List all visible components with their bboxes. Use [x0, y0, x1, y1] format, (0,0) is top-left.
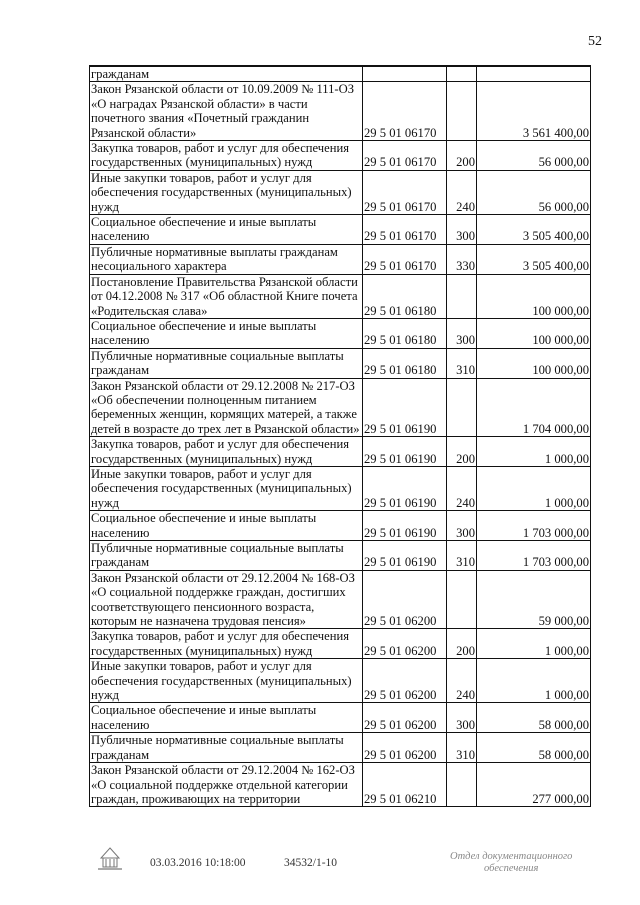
footer-doc-number: 34532/1-10	[284, 857, 338, 869]
row-csr-cell: 29 5 01 06170	[363, 141, 447, 171]
table-row	[90, 215, 591, 245]
row-csr-cell: 29 5 01 06170	[363, 244, 447, 274]
row-amount-cell: 58 000,00	[477, 703, 591, 733]
row-vr-cell: 240	[447, 466, 477, 510]
table-row	[90, 318, 591, 348]
row-csr-cell: 29 5 01 06190	[363, 511, 447, 541]
row-vr-cell	[447, 66, 477, 82]
row-csr-cell: 29 5 01 06200	[363, 629, 447, 659]
row-vr-cell	[447, 274, 477, 318]
row-amount-cell: 100 000,00	[477, 348, 591, 378]
row-vr-cell: 200	[447, 141, 477, 171]
footer-date: 03.03.2016 10:18:00	[150, 857, 246, 869]
table-row	[90, 629, 591, 659]
row-name-cell: Социальное обеспечение и иные выплаты населению	[90, 511, 363, 541]
row-name-cell: Публичные нормативные социальные выплаты гражданам	[90, 541, 363, 571]
row-name-cell: гражданам	[90, 66, 363, 82]
row-vr-cell: 200	[447, 629, 477, 659]
row-name-cell: Иные закупки товаров, работ и услуг для обеспечения государственных (муниципальных) нужд	[90, 466, 363, 510]
table-row	[90, 733, 591, 763]
row-csr-cell: 29 5 01 06190	[363, 437, 447, 467]
table-row	[90, 141, 591, 171]
row-vr-cell: 310	[447, 733, 477, 763]
stamp-line-2: обеспечения	[484, 863, 539, 874]
table-row	[90, 659, 591, 703]
row-csr-cell: 29 5 01 06190	[363, 378, 447, 437]
table-row	[90, 511, 591, 541]
row-csr-cell: 29 5 01 06190	[363, 466, 447, 510]
row-name-cell: Закон Рязанской области от 29.12.2004 № 168-ОЗ «О социальной поддержке граждан, достигших соответствующего пенсионного возраста, которым не назначена трудовая пенсия»	[90, 570, 363, 629]
row-vr-cell: 200	[447, 437, 477, 467]
row-amount-cell: 59 000,00	[477, 570, 591, 629]
row-csr-cell: 29 5 01 06200	[363, 570, 447, 629]
row-vr-cell: 310	[447, 541, 477, 571]
row-name-cell: Закупка товаров, работ и услуг для обеспечения государственных (муниципальных) нужд	[90, 141, 363, 171]
row-name-cell: Закон Рязанской области от 29.12.2008 № 217-ОЗ «Об обеспечении полноценным питанием беременных женщин, кормящих матерей, а также детей в возрасте до трех лет в Рязанской области»	[90, 378, 363, 437]
row-name-cell: Закупка товаров, работ и услуг для обеспечения государственных (муниципальных) нужд	[90, 629, 363, 659]
table-row	[90, 466, 591, 510]
table-row	[90, 703, 591, 733]
row-amount-cell: 1 704 000,00	[477, 378, 591, 437]
row-vr-cell	[447, 82, 477, 141]
row-csr-cell: 29 5 01 06180	[363, 348, 447, 378]
row-csr-cell: 29 5 01 06200	[363, 659, 447, 703]
row-amount-cell: 100 000,00	[477, 274, 591, 318]
table-row	[90, 763, 591, 807]
row-csr-cell: 29 5 01 06200	[363, 703, 447, 733]
row-amount-cell: 3 505 400,00	[477, 244, 591, 274]
table-row	[90, 274, 591, 318]
budget-table	[89, 65, 591, 807]
table-row	[90, 170, 591, 214]
row-name-cell: Закупка товаров, работ и услуг для обеспечения государственных (муниципальных) нужд	[90, 437, 363, 467]
stamp-line-1: Отдел документационного	[450, 851, 573, 862]
row-vr-cell	[447, 378, 477, 437]
row-name-cell: Публичные нормативные выплаты гражданам несоциального характера	[90, 244, 363, 274]
table-row	[90, 66, 591, 82]
row-csr-cell: 29 5 01 06200	[363, 733, 447, 763]
row-csr-cell: 29 5 01 06180	[363, 318, 447, 348]
row-amount-cell: 58 000,00	[477, 733, 591, 763]
table-row	[90, 82, 591, 141]
row-vr-cell: 310	[447, 348, 477, 378]
row-csr-cell: 29 5 01 06180	[363, 274, 447, 318]
row-vr-cell: 240	[447, 659, 477, 703]
row-name-cell: Иные закупки товаров, работ и услуг для обеспечения государственных (муниципальных) нужд	[90, 170, 363, 214]
department-stamp	[450, 851, 572, 875]
row-vr-cell	[447, 763, 477, 807]
table-row	[90, 348, 591, 378]
row-amount-cell: 3 561 400,00	[477, 82, 591, 141]
row-vr-cell: 300	[447, 318, 477, 348]
row-amount-cell: 277 000,00	[477, 763, 591, 807]
row-amount-cell: 1 000,00	[477, 437, 591, 467]
row-vr-cell: 240	[447, 170, 477, 214]
table-row	[90, 570, 591, 629]
row-amount-cell: 1 000,00	[477, 466, 591, 510]
row-csr-cell: 29 5 01 06170	[363, 170, 447, 214]
row-csr-cell	[363, 66, 447, 82]
table-row	[90, 541, 591, 571]
table-row	[90, 244, 591, 274]
table-row	[90, 437, 591, 467]
row-csr-cell: 29 5 01 06190	[363, 541, 447, 571]
row-amount-cell: 1 703 000,00	[477, 541, 591, 571]
row-vr-cell: 300	[447, 703, 477, 733]
page-number: 52	[588, 34, 602, 49]
row-amount-cell: 1 000,00	[477, 659, 591, 703]
row-vr-cell	[447, 570, 477, 629]
row-name-cell: Социальное обеспечение и иные выплаты населению	[90, 215, 363, 245]
row-name-cell: Социальное обеспечение и иные выплаты населению	[90, 703, 363, 733]
row-vr-cell: 300	[447, 511, 477, 541]
row-name-cell: Публичные нормативные социальные выплаты гражданам	[90, 733, 363, 763]
row-name-cell: Закон Рязанской области от 29.12.2004 № 162-ОЗ «О социальной поддержке отдельной категории граждан, проживающих на территории	[90, 763, 363, 807]
row-csr-cell: 29 5 01 06170	[363, 82, 447, 141]
row-amount-cell: 56 000,00	[477, 170, 591, 214]
emblem-logo	[95, 846, 125, 872]
row-vr-cell: 300	[447, 215, 477, 245]
row-amount-cell: 1 000,00	[477, 629, 591, 659]
row-vr-cell: 330	[447, 244, 477, 274]
row-name-cell: Постановление Правительства Рязанской области от 04.12.2008 № 317 «Об областной Книге почета «Родительская слава»	[90, 274, 363, 318]
row-csr-cell: 29 5 01 06210	[363, 763, 447, 807]
row-name-cell: Иные закупки товаров, работ и услуг для обеспечения государственных (муниципальных) нужд	[90, 659, 363, 703]
table-row	[90, 378, 591, 437]
row-amount-cell: 1 703 000,00	[477, 511, 591, 541]
row-amount-cell: 3 505 400,00	[477, 215, 591, 245]
row-name-cell: Закон Рязанской области от 10.09.2009 № 111-ОЗ «О наградах Рязанской области» в части почетного звания «Почетный гражданин Рязанской области»	[90, 82, 363, 141]
row-name-cell: Социальное обеспечение и иные выплаты населению	[90, 318, 363, 348]
row-amount-cell: 56 000,00	[477, 141, 591, 171]
row-csr-cell: 29 5 01 06170	[363, 215, 447, 245]
row-amount-cell	[477, 66, 591, 82]
row-name-cell: Публичные нормативные социальные выплаты гражданам	[90, 348, 363, 378]
row-amount-cell: 100 000,00	[477, 318, 591, 348]
